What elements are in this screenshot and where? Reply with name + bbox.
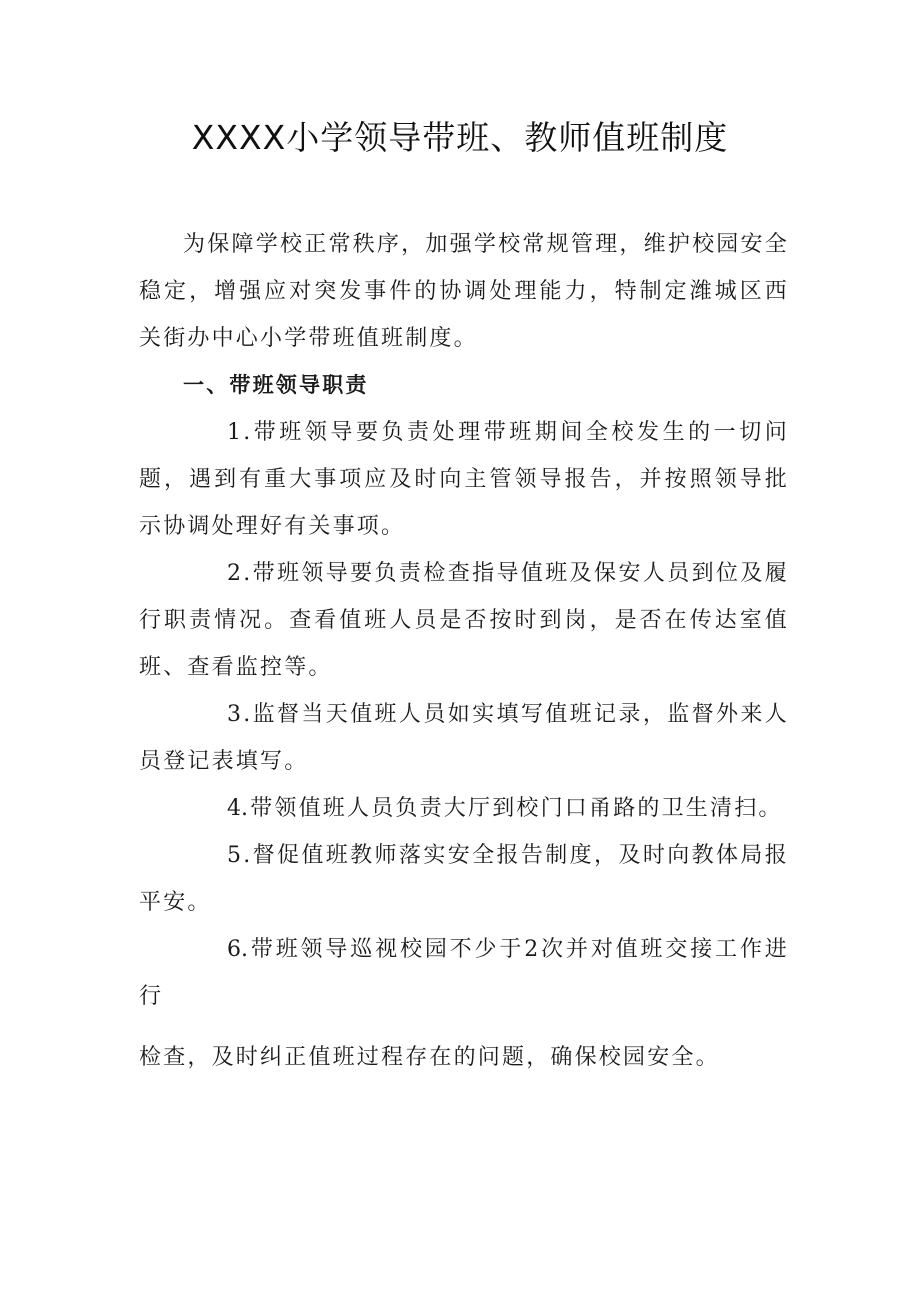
item-number: 3 bbox=[227, 702, 244, 727]
continuation-paragraph: 检查，及时纠正值班过程存在的问题，确保校园安全。 bbox=[139, 1045, 720, 1070]
section-heading: 一、带班领导职责 bbox=[183, 373, 369, 397]
item-text: .带班领导要负责处理带班期间全校发生的一切问题，遇到有重大事项应及时向主管领导报告，并按照领导批示协调处理好有关事项。 bbox=[139, 420, 789, 539]
item-text: .带班领导要负责检查指导值班及保安人员到位及履行职责情况。查看值班人员是否按时到岗，是否在传达室值班、查看监控等。 bbox=[139, 561, 789, 680]
item-number: 2 bbox=[227, 561, 244, 586]
list-item bbox=[139, 832, 789, 926]
item-number: 5 bbox=[227, 843, 244, 868]
item-number: 6 bbox=[227, 937, 244, 962]
document-body bbox=[139, 221, 789, 1081]
item-number: 4 bbox=[227, 796, 244, 821]
document-title: XXXX小学领导带班、教师值班制度 bbox=[191, 118, 729, 157]
list-item bbox=[139, 691, 789, 785]
list-item bbox=[139, 550, 789, 691]
intro-paragraph: 为保障学校正常秩序，加强学校常规管理，维护校园安全稳定，增强应对突发事件的协调处理能力，特制定潍城区西关街办中心小学带班值班制度。 bbox=[139, 232, 789, 351]
item-text: .带班领导巡视校园不少于2次并对值班交接工作进行 bbox=[139, 937, 789, 1009]
list-item bbox=[139, 409, 789, 550]
item-text: .带领值班人员负责大厅到校门口甬路的卫生清扫。 bbox=[241, 796, 783, 821]
item-number: 1 bbox=[227, 420, 244, 445]
item-text: .督促值班教师落实安全报告制度，及时向教体局报平安。 bbox=[139, 843, 789, 915]
list-item bbox=[139, 926, 789, 1020]
list-item bbox=[139, 785, 789, 832]
item-text: .监督当天值班人员如实填写值班记录，监督外来人员登记表填写。 bbox=[139, 702, 789, 774]
